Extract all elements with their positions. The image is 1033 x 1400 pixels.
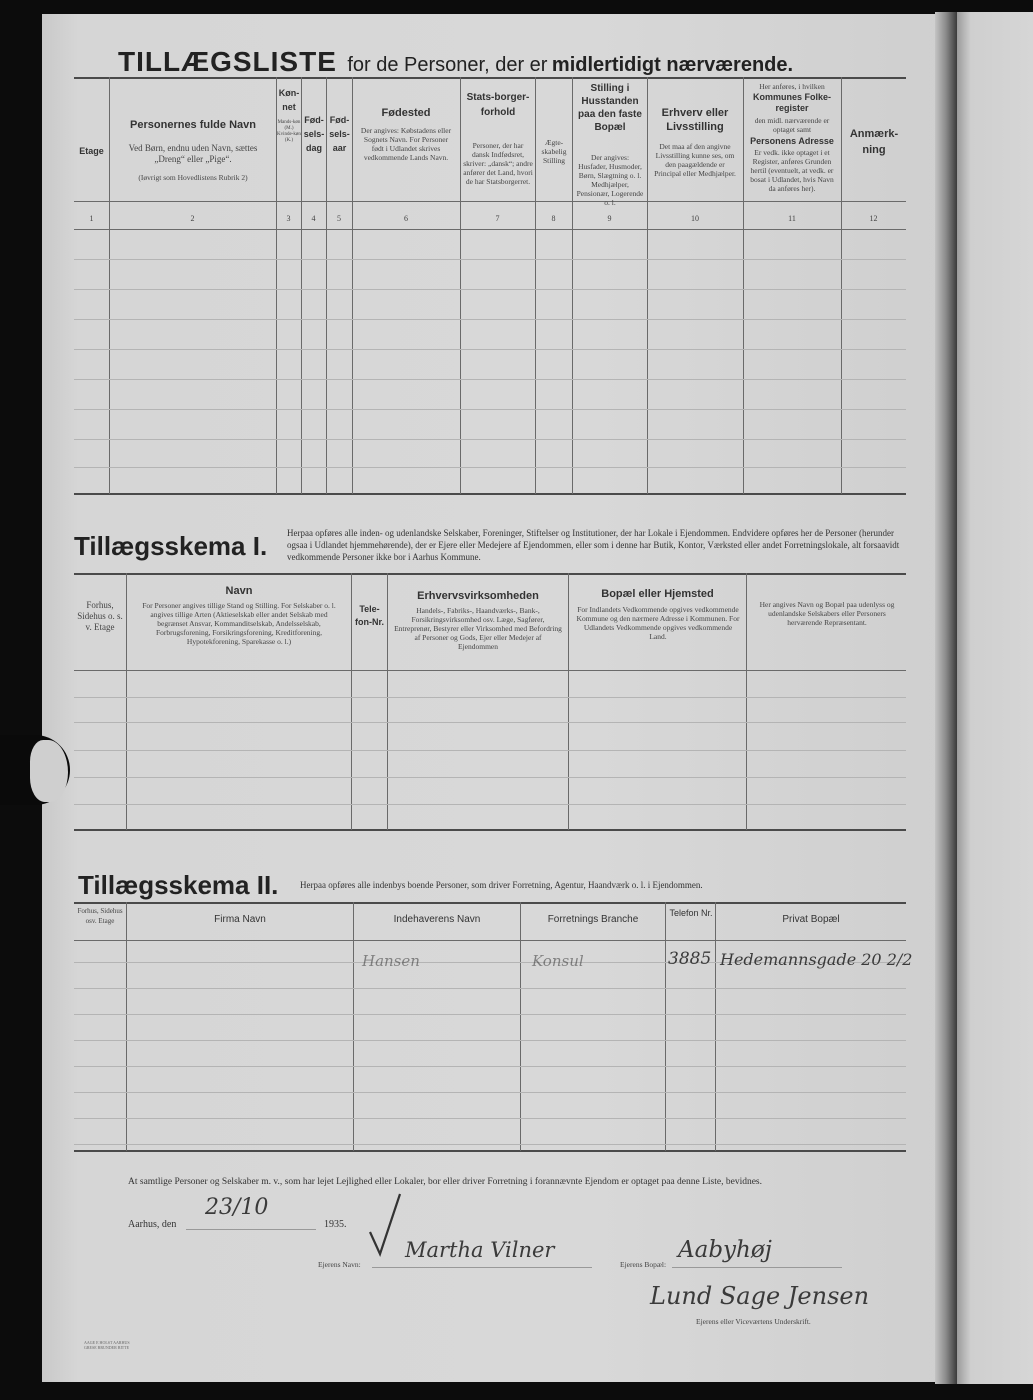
s2-row-line	[74, 1014, 906, 1015]
s1-intro: Herpaa opføres alle inden- og udenlandske Selskaber, Foreninger, Stiftelser og Institutioner, der har Lokale i Ejendommen. Endvidere opføres her de Personer (herunder ogsaa i Udlandet hjemmehørende), der er Ejere eller Medejere af Ejendommen, eller som i denne har Butik, Kontor, Værksted eller andet Forretningslokale, alt forsaavidt vedkommende Personer ikke bor i Aarhus Kommune.	[287, 528, 900, 562]
s2-vline	[665, 902, 666, 1151]
s1-row-line	[74, 804, 906, 805]
t1-col-erhverv-sub: Det maa af den angivne Livsstilling kunne ses, om den paagældende er Principal eller Medhjælper.	[654, 142, 736, 178]
book-gutter	[935, 12, 957, 1384]
t1-column-number: 7	[495, 214, 500, 223]
title-end: midlertidigt nærværende.	[551, 54, 794, 76]
s2-row-line	[74, 1092, 906, 1093]
residence-line	[672, 1267, 842, 1268]
footer-year: 1935.	[324, 1219, 347, 1230]
s2-col-indehaver: Indehaverens Navn	[393, 914, 481, 925]
s1-col-etage: Forhus, Sidehus o. s. v. Etage	[77, 600, 123, 632]
signature-label: Ejerens eller Viceværtens Underskrift.	[696, 1317, 811, 1326]
t1-column-number: 10	[691, 214, 699, 223]
title-rest: for de Personer, der er	[347, 54, 548, 76]
s1-col-telefon: Tele-fon-Nr.	[355, 604, 384, 627]
t1-col-anmaerkning: Anmærk-ning	[849, 128, 899, 156]
t1-col-foedselsaar: Fød-sels-aar	[329, 115, 350, 153]
t1-vline	[535, 77, 536, 494]
s1-title: Tillægsskema I.	[74, 531, 268, 561]
t1-num-bottom	[74, 229, 906, 230]
s2-row-address: Hedemannsgade 20 2/2	[720, 950, 913, 969]
t1-col-foedested-sub: Der angives: Købstadens eller Sognets Navn. For Personer født i Udlandet skrives vedkommende Lands Navn.	[360, 126, 452, 162]
t1-row-line	[74, 349, 906, 350]
s2-col-etage: Forhus, Sidehus osv. Etage	[77, 907, 123, 925]
t1-col-register-mid: den midl. nærværende er optaget samt	[754, 116, 830, 134]
t1-col-etage: Etage	[79, 146, 104, 156]
s1-top-border	[74, 573, 906, 575]
s1-col-navn-title: Navn	[225, 585, 253, 597]
date-line	[186, 1229, 316, 1230]
t1-column-number: 12	[869, 214, 878, 223]
owner-signature: Martha Vilner	[405, 1238, 555, 1262]
s2-col-branche: Forretnings Branche	[547, 914, 639, 925]
s2-row-phone: 3885	[668, 949, 712, 969]
form-title	[118, 46, 793, 78]
t1-column-number: 8	[551, 214, 556, 223]
t1-vline	[647, 77, 648, 494]
t1-col-navn-title: Personernes fulde Navn	[130, 119, 256, 131]
t1-vline	[352, 77, 353, 494]
t1-vline	[743, 77, 744, 494]
s2-header-bottom	[74, 940, 906, 941]
s2-vline	[126, 902, 127, 1151]
t1-top-border	[74, 77, 906, 79]
t1-bottom-border	[74, 493, 906, 495]
t1-row-line	[74, 319, 906, 320]
s2-vline	[353, 902, 354, 1151]
t1-column-number: 1	[89, 214, 94, 223]
s2-row-owner: Hansen	[362, 952, 420, 970]
s1-row-line	[74, 697, 906, 698]
t1-col-register-pre: Her anføres, i hvilken	[759, 82, 825, 91]
t1-vline	[572, 77, 573, 494]
t1-column-number: 2	[190, 214, 195, 223]
t1-vline	[460, 77, 461, 494]
s2-col-telefon: Telefon Nr.	[669, 908, 713, 918]
s2-intro: Herpaa opføres alle indenbys boende Personer, som driver Forretning, Agentur, Haandværk o. l. i Ejendommen.	[300, 880, 703, 890]
adjacent-page	[950, 12, 1033, 1384]
s2-row-line	[74, 988, 906, 989]
s2-vline	[520, 902, 521, 1151]
t1-column-number: 3	[286, 214, 291, 223]
s2-top-border	[74, 902, 906, 904]
t1-column-number: 6	[404, 214, 408, 223]
t1-col-statsborger-sub: Personer, der har dansk Indfødsret, skriver: „dansk“; andre anfører det Land, hvori de har Statsborgerret.	[463, 141, 533, 186]
t1-column-number: 4	[311, 214, 316, 223]
s1-bottom-border	[74, 829, 906, 831]
footer-date: 23/10	[205, 1195, 269, 1220]
s2-row-line	[74, 1118, 906, 1119]
t1-col-foedested-title: Fødested	[381, 107, 431, 119]
t1-col-aegteskab: Ægte-skabelig Stilling	[541, 138, 567, 165]
t1-column-number: 5	[337, 214, 341, 223]
s1-header-bottom	[74, 670, 906, 671]
t1-col-foedselsdag: Fød-sels-dag	[303, 115, 325, 153]
s1-col-erhverv-sub: Handels-, Fabriks-, Haandværks-, Bank-, Forsikringsvirksomhed osv. Læge, Sagfører, Entreprenør, Bestyrer eller Virksomhed med Befordring af Personer og Gods, Ejer eller Medejer af Ejendommen	[394, 606, 562, 651]
s2-col-bopael: Privat Bopæl	[782, 914, 840, 925]
s1-vline	[126, 573, 127, 830]
t1-row-line	[74, 409, 906, 410]
s1-col-bopael-title: Bopæl eller Hjemsted	[601, 588, 714, 600]
page-tab-paper	[30, 740, 68, 802]
t1-row-line	[74, 379, 906, 380]
s2-row-line	[74, 1040, 906, 1041]
s2-col-firma: Firma Navn	[214, 914, 266, 925]
t1-row-line	[74, 439, 906, 440]
t1-col-register-title2: Personens Adresse	[750, 136, 834, 146]
s1-col-navn-sub: For Personer angives tillige Stand og Stilling. For Selskaber o. l. angives tillige Arten (Aktieselskab eller andet Selskab med begrænset Ansvar, Kommanditselskab, Andelsselskab, Forbrugsforening, Forsikringsforening, Kreditforening, Hypotekforening, Sparekasse o. l.)	[142, 601, 336, 646]
t1-col-statsborger-title: Stats-borger-forhold	[466, 92, 530, 118]
t1-col-register-title: Kommunes Folke-register	[752, 92, 831, 113]
printer-mark: AAGE E HOLST AARHUS GRESE BRUNDER BITTE	[84, 1340, 130, 1350]
s1-row-line	[74, 750, 906, 751]
t1-column-number: 9	[607, 214, 612, 223]
t1-col-navn-sub: Ved Børn, endnu uden Navn, sættes „Dreng“ eller „Pige“.	[128, 143, 258, 164]
residence-label: Ejerens Bopæl:	[620, 1260, 667, 1269]
s2-title: Tillægsskema II.	[78, 870, 279, 900]
s2-row-line	[74, 1066, 906, 1067]
t1-col-koen-sub: Mands-køn (M.) Kvinde-køn (K.)	[277, 120, 301, 143]
s1-col-repr: Her angives Navn og Bopæl paa udenlyss og udenlandske Selskabers eller Personers herværende Repræsentant.	[759, 600, 895, 627]
s1-vline	[746, 573, 747, 830]
s2-vline	[715, 902, 716, 1151]
s2-bottom-border	[74, 1150, 906, 1152]
s1-row-line	[74, 722, 906, 723]
t1-col-erhverv-title: Erhverv eller Livsstilling	[661, 107, 729, 133]
footer-city: Aarhus, den	[128, 1219, 177, 1230]
t1-column-number: 11	[788, 214, 796, 223]
footer-statement: At samtlige Personer og Selskaber m. v., som har lejet Lejlighed eller Lokaler, bor eller driver Forretning i forannævnte Ejendom er optaget paa denne Liste, bevidnes.	[128, 1177, 762, 1187]
title-main: TILLÆGSLISTE	[118, 46, 337, 77]
t1-col-navn-note: (Iøvrigt som Hovedlistens Rubrik 2)	[138, 173, 248, 182]
t1-col-stilling-sub: Der angives: Husfader, Husmoder, Børn, Slægtning o. l. Medhjælper, Pensionær, Logerende o. l.	[576, 153, 644, 207]
vicevaert-signature: Lund Sage Jensen	[650, 1282, 870, 1310]
t1-col-stilling-title: Stilling i Husstanden paa den faste Bopæl	[578, 83, 642, 133]
checkmark-stroke	[366, 1192, 406, 1262]
s1-col-bopael-sub: For Indlandets Vedkommende opgives vedkommende Kommune og den nærmere Adresse i Kommunen. For Udlandets Vedkommende opgives vedkommende Land.	[576, 605, 740, 641]
s1-vline	[387, 573, 388, 830]
s1-row-line	[74, 777, 906, 778]
t1-col-koen-title: Køn-net	[278, 88, 300, 112]
t1-row-line	[74, 289, 906, 290]
t1-row-line	[74, 467, 906, 468]
t1-col-register-sub: Er vedk. ikke optaget i et Register, anføres Grunden hertil (eventuelt, at vedk. er bosat i Udlandet, hvis Navn da anføres her).	[750, 148, 834, 193]
owner-line	[372, 1267, 592, 1268]
s1-vline	[568, 573, 569, 830]
s1-col-erhverv-title: Erhvervsvirksomheden	[417, 590, 539, 602]
residence-signature: Aabyhøj	[678, 1237, 772, 1263]
s2-row-line	[74, 1144, 906, 1145]
t1-vline	[109, 77, 110, 494]
t1-header-bottom	[74, 201, 906, 202]
s2-row-branche: Konsul	[532, 952, 584, 970]
t1-row-line	[74, 259, 906, 260]
owner-label: Ejerens Navn:	[318, 1260, 361, 1269]
